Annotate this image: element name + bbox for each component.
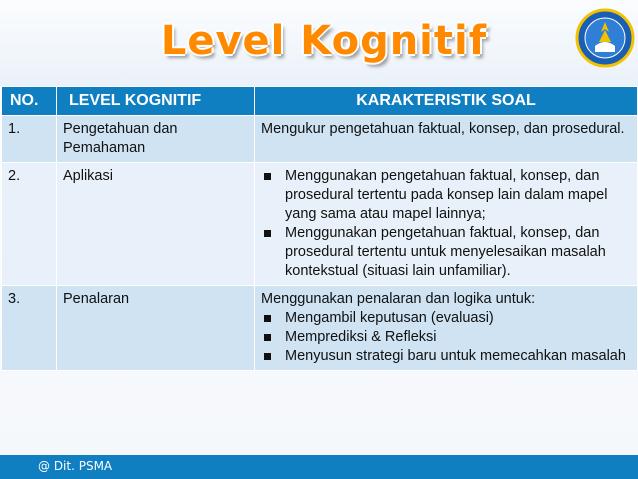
list-item-text: Menggunakan pengetahuan faktual, konsep, dan prosedural tertentu pada konsep lain dalam mapel yang sama atau mapel lainnya;: [285, 168, 608, 222]
tut-wuri-handayani-logo-icon: [575, 8, 635, 68]
table-row: [2, 286, 638, 371]
list-item: [261, 224, 633, 281]
row-number: 2.: [2, 163, 57, 286]
footer-credit: @ Dit. PSMA: [38, 459, 113, 473]
list-item-text: Menggunakan pengetahuan faktual, konsep, dan prosedural tertentu untuk menyelesaikan masalah kontekstual (situasi lain unfamiliar).: [285, 225, 606, 279]
slide-title: Level Kognitif: [160, 18, 488, 64]
list-item: [261, 167, 633, 224]
row-level: Aplikasi: [57, 163, 255, 286]
list-item: [261, 309, 633, 328]
row-karakteristik: [255, 286, 638, 371]
row-number: 3.: [2, 286, 57, 371]
square-bullet-icon: [264, 353, 271, 360]
square-bullet-icon: [264, 230, 271, 237]
table-row: [2, 163, 638, 286]
row-level: Pengetahuan dan Pemahaman: [57, 116, 255, 163]
table-header-row: [2, 87, 638, 116]
square-bullet-icon: [264, 334, 271, 341]
header-karakteristik-soal: KARAKTERISTIK SOAL: [255, 87, 638, 116]
row-karakteristik: [255, 163, 638, 286]
karakteristik-intro: Mengukur pengetahuan faktual, konsep, dan prosedural.: [261, 121, 625, 137]
list-item: [261, 328, 633, 347]
square-bullet-icon: [264, 173, 271, 180]
footer-bar: [0, 455, 638, 479]
row-number: 1.: [2, 116, 57, 163]
header-no: NO.: [2, 87, 57, 116]
karakteristik-intro: Menggunakan penalaran dan logika untuk:: [261, 291, 536, 307]
karakteristik-list: [261, 309, 633, 366]
row-level: Penalaran: [57, 286, 255, 371]
list-item: [261, 347, 633, 366]
table-row: [2, 116, 638, 163]
karakteristik-list: [261, 167, 633, 281]
row-karakteristik: [255, 116, 638, 163]
list-item-text: Menyusun strategi baru untuk memecahkan masalah: [285, 348, 626, 364]
kognitif-table: [1, 86, 638, 371]
list-item-text: Mengambil keputusan (evaluasi): [285, 310, 494, 326]
square-bullet-icon: [264, 315, 271, 322]
list-item-text: Memprediksi & Refleksi: [285, 329, 437, 345]
header-level-kognitif: LEVEL KOGNITIF: [57, 87, 255, 116]
